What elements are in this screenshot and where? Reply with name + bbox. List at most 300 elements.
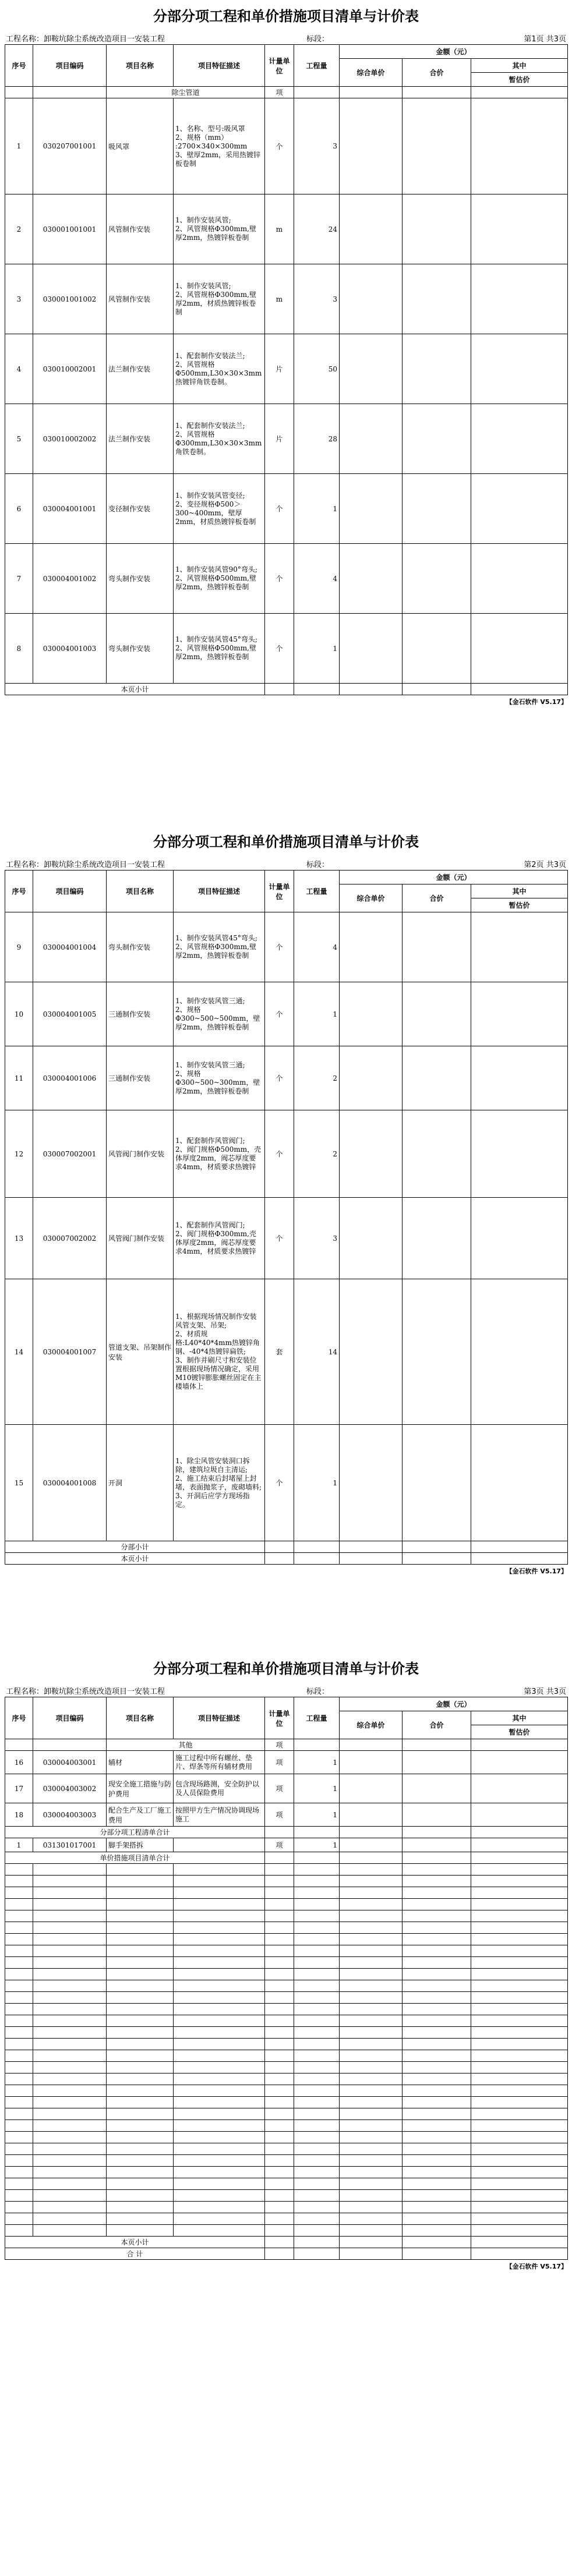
empty-cell [5,1876,33,1887]
code-cell: 030007002002 [33,1198,107,1279]
empty-cell [471,1864,568,1876]
empty-cell [294,1992,340,2004]
empty-cell [402,1864,471,1876]
empty-cell [340,1541,402,1553]
blank-row [5,1910,568,1922]
empty-cell [471,2108,568,2120]
item-name-cell: 风管阀门制作安装 [107,1198,174,1279]
code-cell: 030010002001 [33,334,107,404]
empty-cell [33,2085,107,2097]
empty-cell [107,1864,174,1876]
empty-cell [174,2039,265,2050]
empty-cell [471,1739,568,1751]
empty-cell [174,1980,265,1992]
empty-cell [294,2132,340,2143]
empty-cell [294,1887,340,1899]
empty-cell [340,1425,402,1541]
empty-cell [33,1945,107,1957]
empty-cell [294,1827,340,1838]
blank-row [5,2027,568,2039]
desc-line: 2、阀门规格Φ500mm，壳体厚度2mm，阀芯厚度要求4mm，材质要求热镀锌 [175,1145,262,1171]
sheet-title: 分部分项工程和单价措施项目清单与计价表 [153,833,419,850]
empty-cell [294,1980,340,1992]
empty-cell [471,2248,568,2260]
empty-cell [265,2027,294,2039]
empty-cell [471,1046,568,1110]
empty-cell [471,2167,568,2178]
empty-cell [402,1852,471,1864]
empty-cell [5,2050,33,2062]
empty-cell [402,2027,471,2039]
unit-cell: 个 [265,1198,294,1279]
empty-cell [33,2050,107,2062]
page-number: 第3页 共3页 [524,1687,566,1696]
empty-cell [174,1934,265,1945]
empty-cell [107,1969,174,1980]
empty-cell [265,684,294,695]
empty-cell [402,1969,471,1980]
desc-line: 2、风管规格Φ300mm,壁厚2mm，材质热镀锌板卷制 [175,290,256,316]
desc-line: 2、变径规格Φ500＞300~400mm，壁厚2mm，材质热镀锌板卷制 [175,500,256,526]
header-seq: 序号 [5,871,33,912]
empty-cell [471,1980,568,1992]
empty-cell [265,1945,294,1957]
header-unit-price: 综合单价 [340,1711,402,1739]
empty-cell [294,1957,340,1969]
blank-row [5,1899,568,1910]
empty-cell [340,98,402,194]
empty-cell [340,2015,402,2027]
header-name: 项目名称 [107,871,174,912]
empty-cell [402,2190,471,2202]
desc-cell [174,334,265,404]
subtotal-label: 本页小计 [5,1553,265,1565]
code-cell: 030004003002 [33,1774,107,1803]
empty-cell [5,2108,33,2120]
empty-cell [471,2085,568,2097]
empty-cell [107,2132,174,2143]
empty-cell [5,1957,33,1969]
empty-cell [471,2039,568,2050]
seq-cell: 14 [5,1279,33,1425]
qty-cell: 28 [294,404,340,474]
table-row [5,1425,568,1541]
empty-cell [174,1922,265,1934]
desc-line: 1、配套制作风管阀门; [175,1136,245,1145]
empty-cell [294,1541,340,1553]
empty-cell [265,2202,294,2213]
empty-cell [340,2073,402,2085]
header-desc: 项目特征描述 [174,45,265,87]
blank-row [5,2155,568,2167]
empty-cell [471,404,568,474]
item-name-cell: 脚手架搭拆 [107,1838,174,1852]
empty-cell [265,2097,294,2108]
table-row [5,404,568,474]
unit-cell: m [265,264,294,334]
software-footer: 【金石软件 V5.17】 [506,698,567,706]
empty-cell [5,2004,33,2015]
empty-cell [294,2015,340,2027]
section-label: 标段： [306,1687,330,1696]
empty-cell [174,1876,265,1887]
empty-cell [265,2073,294,2085]
table-row [5,194,568,264]
empty-cell [265,1922,294,1934]
empty-cell [340,1887,402,1899]
empty-cell [107,1980,174,1992]
empty-cell [107,2213,174,2225]
desc-line: 1、制作安装风管45°弯头; [175,934,257,942]
blank-row [5,2004,568,2015]
empty-cell [33,2213,107,2225]
empty-cell [33,1899,107,1910]
empty-cell [402,1899,471,1910]
empty-cell [402,1553,471,1565]
empty-cell [107,1957,174,1969]
empty-cell [340,264,402,334]
empty-cell [174,2015,265,2027]
empty-cell [33,1876,107,1887]
empty-cell [265,2108,294,2120]
empty-cell [265,1876,294,1887]
seq-cell: 13 [5,1198,33,1279]
header-code: 项目编码 [33,871,107,912]
empty-cell [294,1876,340,1887]
blank-row [5,2225,568,2237]
empty-cell [5,2155,33,2167]
item-name-cell: 风管制作安装 [107,194,174,264]
empty-cell [402,2050,471,2062]
empty-cell [402,1910,471,1922]
qty-cell: 1 [294,1803,340,1827]
blank-row [5,1969,568,1980]
empty-cell [33,2143,107,2155]
empty-cell [174,2178,265,2190]
empty-cell [471,1279,568,1425]
seq-cell [5,1739,33,1751]
empty-cell [107,2225,174,2237]
empty-cell [5,2213,33,2225]
empty-cell [402,1934,471,1945]
empty-cell [340,2155,402,2167]
desc-line: 1、配套制作安装法兰; [175,421,245,430]
header-name: 项目名称 [107,1697,174,1739]
empty-cell [471,2120,568,2132]
table-row [5,1774,568,1803]
empty-cell [294,2050,340,2062]
empty-cell [471,1899,568,1910]
empty-cell [402,1046,471,1110]
empty-cell [471,1110,568,1198]
blank-row [5,1864,568,1876]
code-cell: 030004001001 [33,474,107,544]
qty-cell: 1 [294,1425,340,1541]
empty-cell [33,2132,107,2143]
desc-line: 2、风管规格Φ300mm,L30×30×3mm角铁卷制。 [175,430,262,456]
blank-row [5,2213,568,2225]
blank-row [5,1992,568,2004]
empty-cell [107,2178,174,2190]
empty-cell [471,2155,568,2167]
qty-cell: 3 [294,1198,340,1279]
empty-cell [5,1910,33,1922]
empty-cell [471,2015,568,2027]
header-unit-price: 综合单价 [340,59,402,87]
empty-cell [340,2237,402,2248]
empty-cell [340,544,402,614]
empty-cell [174,2120,265,2132]
unit-cell: 个 [265,1110,294,1198]
header-total: 合价 [402,1711,471,1739]
item-name-cell: 弯头制作安装 [107,912,174,982]
empty-cell [340,1922,402,1934]
table-row [5,474,568,544]
empty-cell [471,2190,568,2202]
group-label: 除尘管道 [107,87,265,98]
unit-cell: 项 [265,1751,294,1774]
empty-cell [265,1827,294,1838]
empty-cell [340,404,402,474]
desc-cell [174,404,265,474]
seq-cell: 4 [5,334,33,404]
blank-row [5,2108,568,2120]
empty-cell [294,1910,340,1922]
blank-row [5,2050,568,2062]
item-name-cell: 三通制作安装 [107,982,174,1046]
empty-cell [471,2027,568,2039]
bill-table [5,1697,568,2260]
empty-cell [340,1957,402,1969]
empty-cell [107,2085,174,2097]
subtotal-row [5,1541,568,1553]
empty-cell [107,2050,174,2062]
empty-cell [33,2167,107,2178]
empty-cell [402,1922,471,1934]
blank-row [5,2073,568,2085]
empty-cell [174,2155,265,2167]
desc-cell [174,1046,265,1110]
desc-cell [174,1110,265,1198]
qty-cell: 3 [294,264,340,334]
empty-cell [340,1553,402,1565]
code-cell: 030004003003 [33,1803,107,1827]
empty-cell [33,2015,107,2027]
empty-cell [174,2213,265,2225]
empty-cell [107,1899,174,1910]
blank-row [5,1922,568,1934]
item-name-cell: 开洞 [107,1425,174,1541]
seq-cell: 10 [5,982,33,1046]
empty-cell [340,912,402,982]
empty-cell [5,2202,33,2213]
empty-cell [5,1934,33,1945]
empty-cell [33,2178,107,2190]
empty-cell [471,2132,568,2143]
desc-cell [174,1751,265,1774]
empty-cell [294,2237,340,2248]
group-label: 其他 [107,1739,265,1751]
empty-cell [402,87,471,98]
sheet-meta [5,29,567,44]
empty-cell [471,98,568,194]
empty-cell [294,2155,340,2167]
empty-cell [107,2062,174,2073]
seq-cell: 1 [5,1838,33,1852]
empty-cell [174,1899,265,1910]
table-row [5,98,568,194]
empty-cell [294,1553,340,1565]
empty-cell [174,2143,265,2155]
empty-cell [5,2190,33,2202]
empty-cell [33,1980,107,1992]
empty-cell [294,2225,340,2237]
empty-cell [471,194,568,264]
empty-cell [340,1992,402,2004]
empty-cell [402,2143,471,2155]
empty-cell [265,1934,294,1945]
section-label: 标段： [306,861,330,869]
empty-cell [5,1887,33,1899]
empty-cell [33,2225,107,2237]
empty-cell [471,1957,568,1969]
empty-cell [5,1922,33,1934]
empty-cell [107,2073,174,2085]
empty-cell [471,1852,568,1864]
empty-cell [402,1198,471,1279]
table-row [5,1751,568,1774]
empty-cell [33,2190,107,2202]
empty-cell [471,2178,568,2190]
qty-cell: 1 [294,1838,340,1852]
desc-line: 2、风管规格Φ500mm,壁厚2mm，热镀锌板卷制 [175,574,256,591]
empty-cell [294,2120,340,2132]
empty-cell [294,2062,340,2073]
table-row [5,1838,568,1852]
empty-cell [471,334,568,404]
empty-cell [5,1992,33,2004]
empty-cell [294,2248,340,2260]
empty-cell [340,1876,402,1887]
header-qty: 工程量 [294,1697,340,1739]
empty-cell [265,2050,294,2062]
empty-cell [340,1910,402,1922]
unit-cell: 项 [265,1774,294,1803]
empty-cell [402,1541,471,1553]
empty-cell [340,1945,402,1957]
desc-line: 2、风管规格Φ500mm,壁厚2mm，热镀锌板卷制 [175,644,256,661]
desc-line: 包含现场路测，安全防护以及人员保险费用 [175,1779,260,1797]
empty-cell [5,2167,33,2178]
empty-cell [33,1957,107,1969]
unit-cell: 项 [265,1739,294,1751]
empty-cell [402,1957,471,1969]
page-number: 第1页 共3页 [524,35,566,44]
empty-cell [340,87,402,98]
sheet-title: 分部分项工程和单价措施项目清单与计价表 [153,1660,419,1677]
empty-cell [33,1864,107,1876]
empty-cell [33,1992,107,2004]
empty-cell [107,1992,174,2004]
desc-line: 3、制作并刷尺寸和安装位置根据现场情况确定，采用M10镀锌膨胀螺丝固定在主楼墙体上 [175,1356,262,1390]
seq-cell: 16 [5,1751,33,1774]
empty-cell [471,1922,568,1934]
empty-cell [402,1425,471,1541]
desc-line: 2、阀门规格Φ300mm,壳体厚度2mm，阀芯厚度要求4mm，材质要求热镀锌 [175,1229,256,1255]
empty-cell [471,1751,568,1774]
empty-cell [265,2062,294,2073]
empty-cell [471,1774,568,1803]
empty-cell [402,98,471,194]
empty-cell [174,1910,265,1922]
empty-cell [471,544,568,614]
empty-cell [265,1969,294,1980]
empty-cell [265,2190,294,2202]
desc-cell [174,474,265,544]
desc-line: 1、制作安装风管三通; [175,1060,245,1069]
header-amount: 金额（元） [340,871,568,884]
empty-cell [174,2225,265,2237]
header-total: 合价 [402,884,471,912]
desc-line: 2、规格（mm） [175,133,228,141]
desc-cell [174,98,265,194]
item-name-cell: 三通制作安装 [107,1046,174,1110]
empty-cell [5,2015,33,2027]
subtotal-label: 分部小计 [5,1541,265,1553]
header-estimate: 暂估价 [471,73,568,87]
blank-row [5,1980,568,1992]
item-name-cell: 弯头制作安装 [107,614,174,684]
empty-cell [340,2132,402,2143]
header-code: 项目编码 [33,1697,107,1739]
unit-cell: 个 [265,544,294,614]
empty-cell [107,2108,174,2120]
item-name-cell: 弯头制作安装 [107,544,174,614]
desc-cell [174,264,265,334]
unit-cell: 个 [265,1046,294,1110]
desc-line: :2700×340×300mm [175,141,248,150]
empty-cell [402,2225,471,2237]
empty-cell [402,1838,471,1852]
empty-cell [5,2225,33,2237]
empty-cell [402,404,471,474]
empty-cell [340,2039,402,2050]
seq-cell: 15 [5,1425,33,1541]
empty-cell [471,2062,568,2073]
empty-cell [471,1876,568,1887]
desc-line: 按照甲方生产情况协调现场施工 [175,1806,260,1823]
blank-row [5,2143,568,2155]
item-name-cell: 辅材 [107,1751,174,1774]
header-unit-price: 综合单价 [340,884,402,912]
qty-cell: 1 [294,474,340,544]
empty-cell [174,2027,265,2039]
empty-cell [174,2167,265,2178]
empty-cell [471,1887,568,1899]
desc-cell [174,1279,265,1425]
item-name-cell: 法兰制作安装 [107,404,174,474]
empty-cell [294,1969,340,1980]
table-row [5,982,568,1046]
empty-cell [471,1992,568,2004]
empty-cell [107,1922,174,1934]
empty-cell [471,2202,568,2213]
empty-cell [340,2027,402,2039]
unit-cell: 套 [265,1279,294,1425]
empty-cell [340,684,402,695]
blank-row [5,2120,568,2132]
empty-cell [294,2097,340,2108]
